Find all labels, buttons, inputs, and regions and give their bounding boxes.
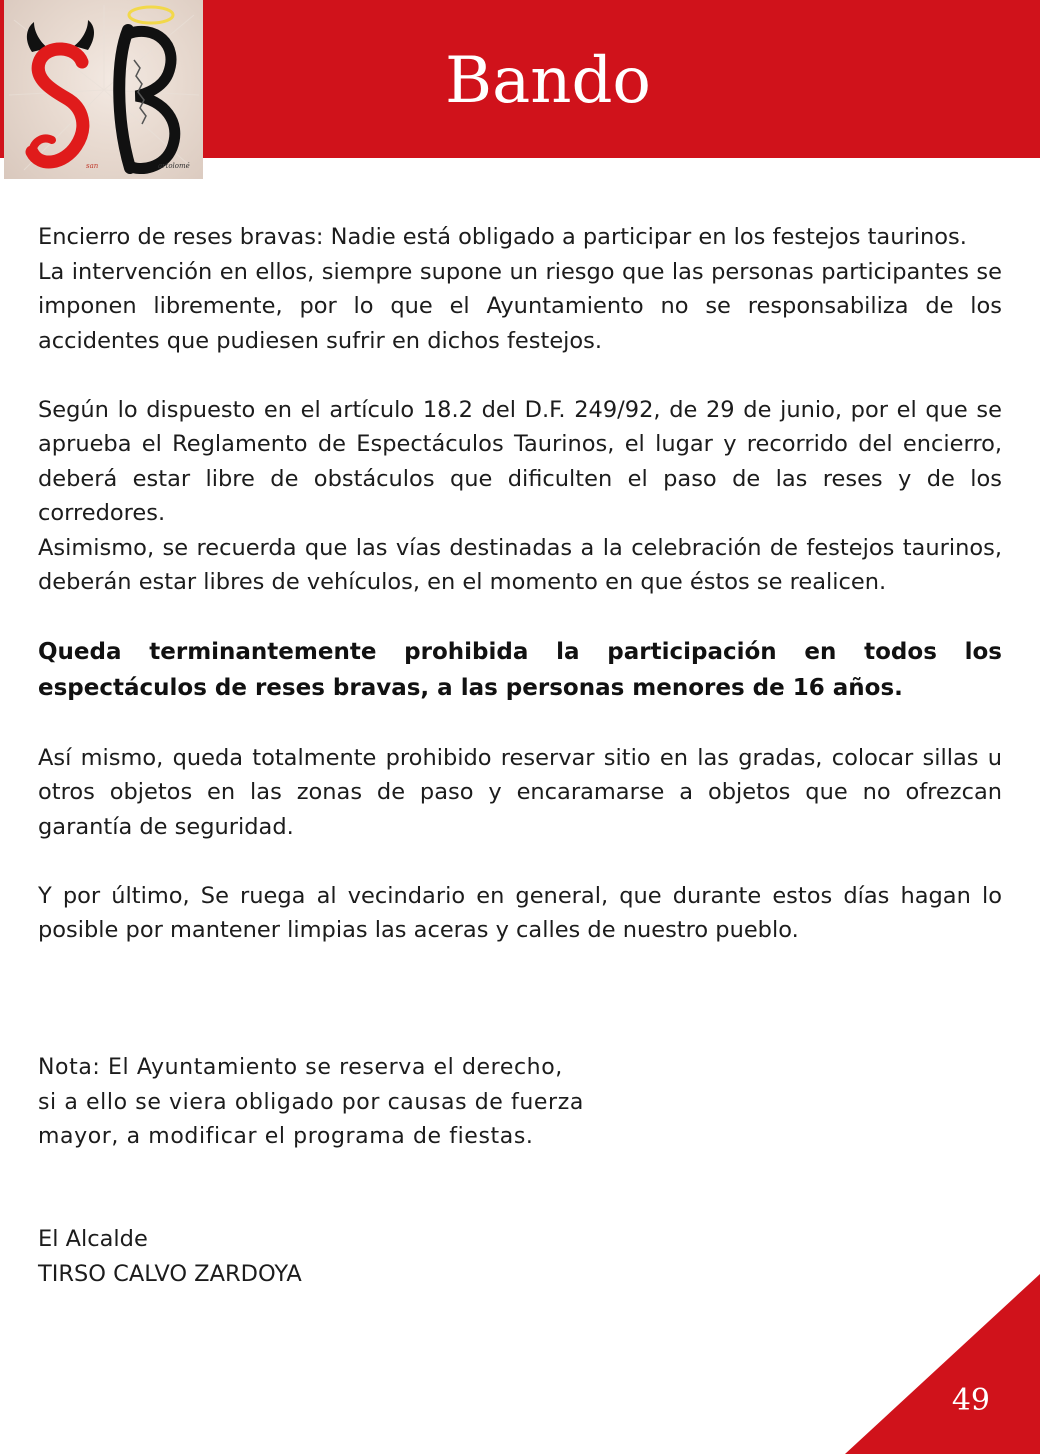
note-line: si a ello se viera obligado por causas de fuerza (38, 1089, 584, 1115)
paragraph: Así mismo, queda totalmente prohibido reservar sitio en las gradas, colocar sillas u otros objetos en las zonas de paso y encaramarse a objetos que no ofrezcan garantía de seguridad. (38, 744, 1002, 840)
bando-content (38, 220, 1002, 1155)
paragraph: Según lo dispuesto en el artículo 18.2 del D.F. 249/92, de 29 de junio, por el que se aprueba el Reglamento de Espectáculos Taurinos, el lugar y recorrido del encierro, deberá estar libre de obstáculos que dificulten el paso de las reses y de los corredores. (38, 396, 1002, 526)
svg-text:artolomé: artolomé (158, 162, 190, 170)
paragraph: La intervención en ellos, siempre supone un riesgo que las personas participantes se imponen libremente, por lo que el Ayuntamiento no se responsabiliza de los accidentes que pudiesen sufrir en dichos festejos. (38, 258, 1002, 354)
page-title: Bando (445, 44, 651, 118)
warning-paragraph: Queda terminantemente prohibida la participación en todos los espectáculos de reses bravas, a las personas menores de 16 años. (38, 639, 1002, 701)
svg-text:san: san (86, 162, 99, 170)
signature-role: El Alcalde (38, 1226, 148, 1252)
note-line: Nota: El Ayuntamiento se reserva el derecho, (38, 1055, 563, 1080)
paragraph: Y por último, Se ruega al vecindario en general, que durante estos días hagan lo posible por mantener limpias las aceras y calles de nuestro pueblo. (38, 882, 1002, 943)
paragraph: Encierro de reses bravas: Nadie está obligado a participar en los festejos taurinos. (38, 224, 967, 250)
note-line: mayor, a modificar el programa de fiestas. (38, 1124, 534, 1149)
paragraph: Asimismo, se recuerda que las vías destinadas a la celebración de festejos taurinos, deberán estar libres de vehículos, en el momento en que éstos se realicen. (38, 534, 1002, 595)
signature (38, 1222, 302, 1292)
page-number: 49 (951, 1383, 990, 1418)
signature-name: TIRSO CALVO ZARDOYA (38, 1261, 302, 1287)
corner-triangle (845, 1274, 1040, 1454)
